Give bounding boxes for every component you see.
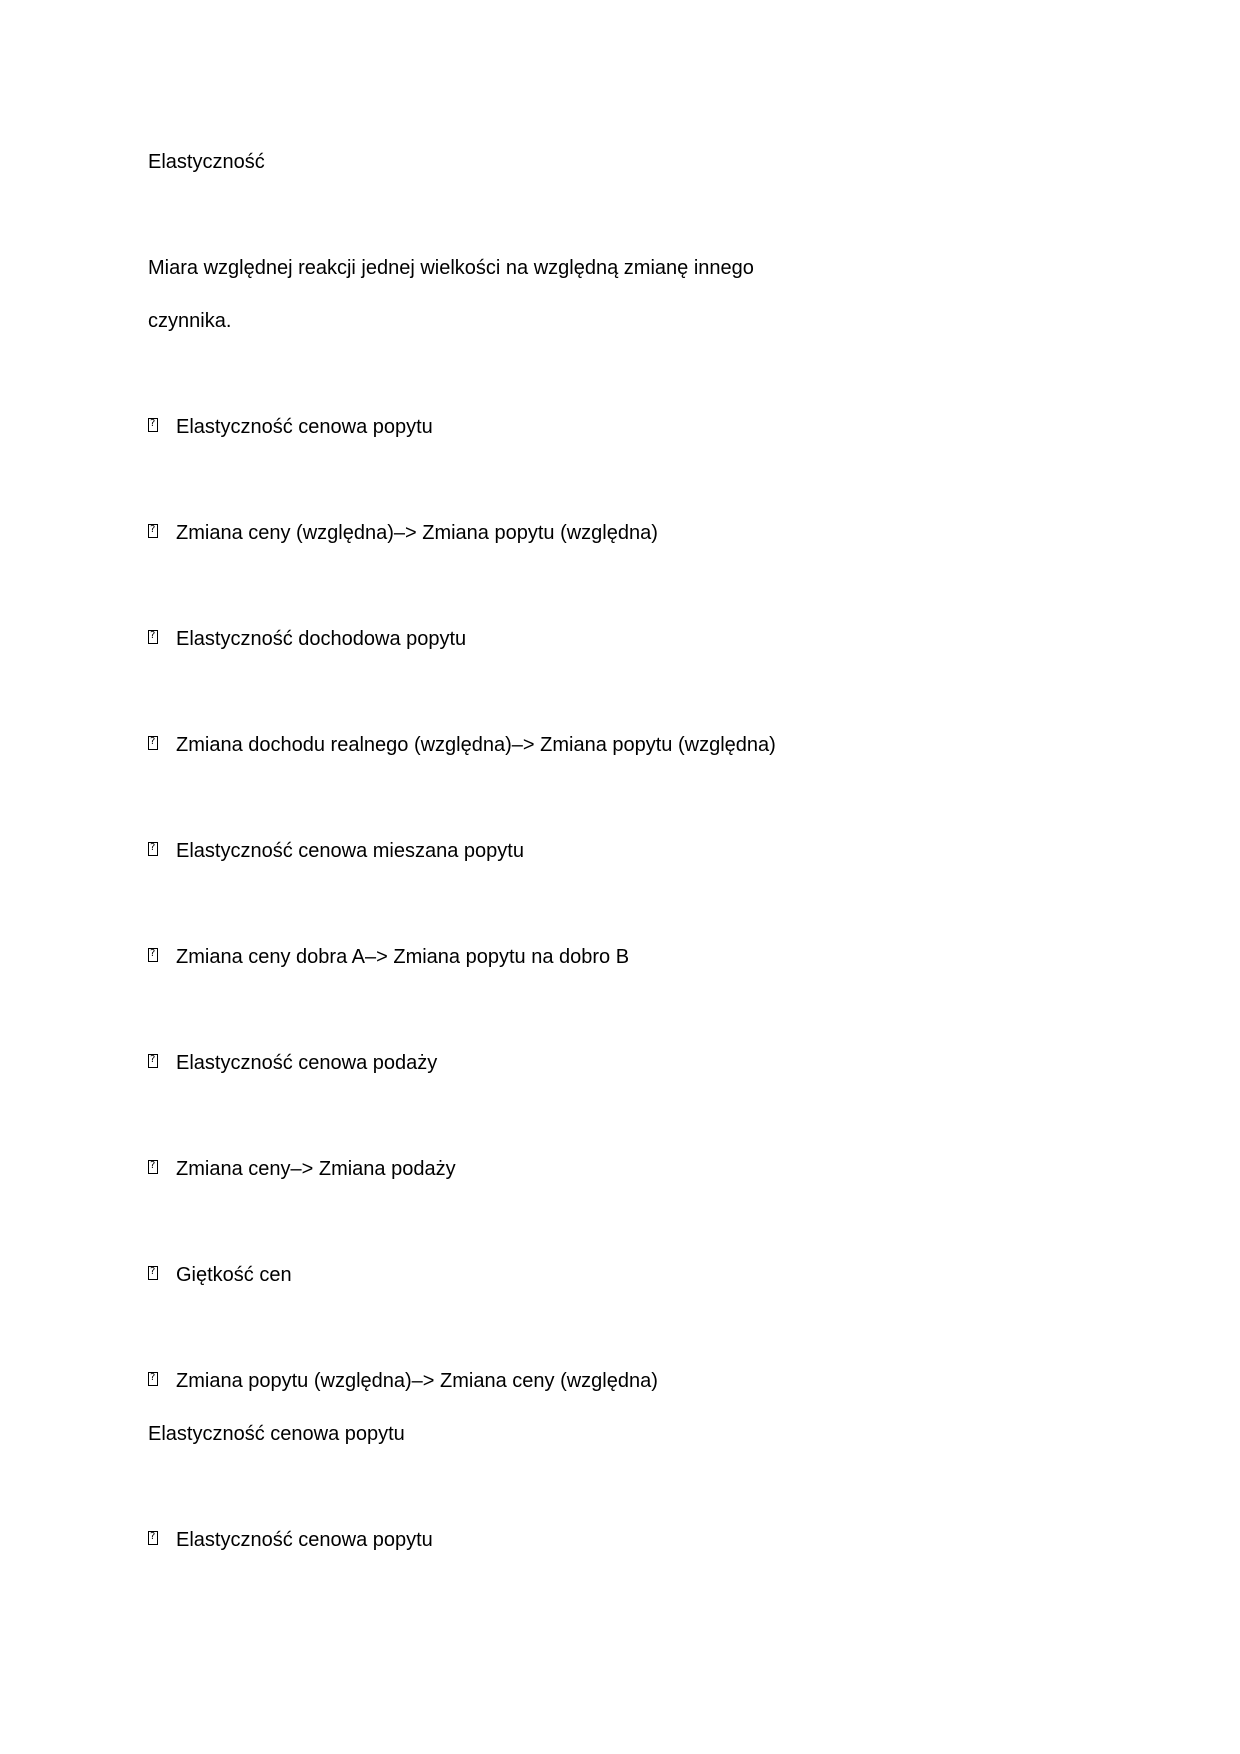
missing-glyph-icon bbox=[148, 1531, 158, 1545]
list-item-text: Zmiana dochodu realnego (względna)–> Zmiana popytu (względna) bbox=[176, 734, 776, 756]
list-item-text: Elastyczność cenowa podaży bbox=[176, 1052, 438, 1074]
missing-glyph-icon bbox=[148, 1372, 158, 1386]
missing-glyph-icon bbox=[148, 1160, 158, 1174]
missing-glyph-icon bbox=[148, 1266, 158, 1280]
list-item-text: Elastyczność cenowa popytu bbox=[176, 1529, 433, 1551]
list-item-text: Zmiana ceny–> Zmiana podaży bbox=[176, 1158, 456, 1180]
missing-glyph-icon bbox=[148, 736, 158, 750]
definition-line-1: Miara względnej reakcji jednej wielkości na względną zmianę innego bbox=[148, 257, 754, 279]
list-item-text: Elastyczność dochodowa popytu bbox=[176, 628, 467, 650]
section-subheading: Elastyczność cenowa popytu bbox=[148, 1423, 405, 1445]
missing-glyph-icon bbox=[148, 948, 158, 962]
missing-glyph-icon bbox=[148, 842, 158, 856]
page-heading: Elastyczność bbox=[148, 151, 265, 173]
list-item-text: Zmiana ceny dobra A–> Zmiana popytu na dobro B bbox=[176, 946, 630, 968]
missing-glyph-icon bbox=[148, 630, 158, 644]
list-item-text: Elastyczność cenowa popytu bbox=[176, 416, 433, 438]
missing-glyph-icon bbox=[148, 524, 158, 538]
missing-glyph-icon bbox=[148, 1054, 158, 1068]
list-item-text: Giętkość cen bbox=[176, 1264, 292, 1286]
definition-line-2: czynnika. bbox=[148, 310, 232, 332]
list-item-text: Elastyczność cenowa mieszana popytu bbox=[176, 840, 524, 862]
missing-glyph-icon bbox=[148, 418, 158, 432]
list-item-text: Zmiana popytu (względna)–> Zmiana ceny (względna) bbox=[176, 1370, 658, 1392]
list-item-text: Zmiana ceny (względna)–> Zmiana popytu (względna) bbox=[176, 522, 658, 544]
